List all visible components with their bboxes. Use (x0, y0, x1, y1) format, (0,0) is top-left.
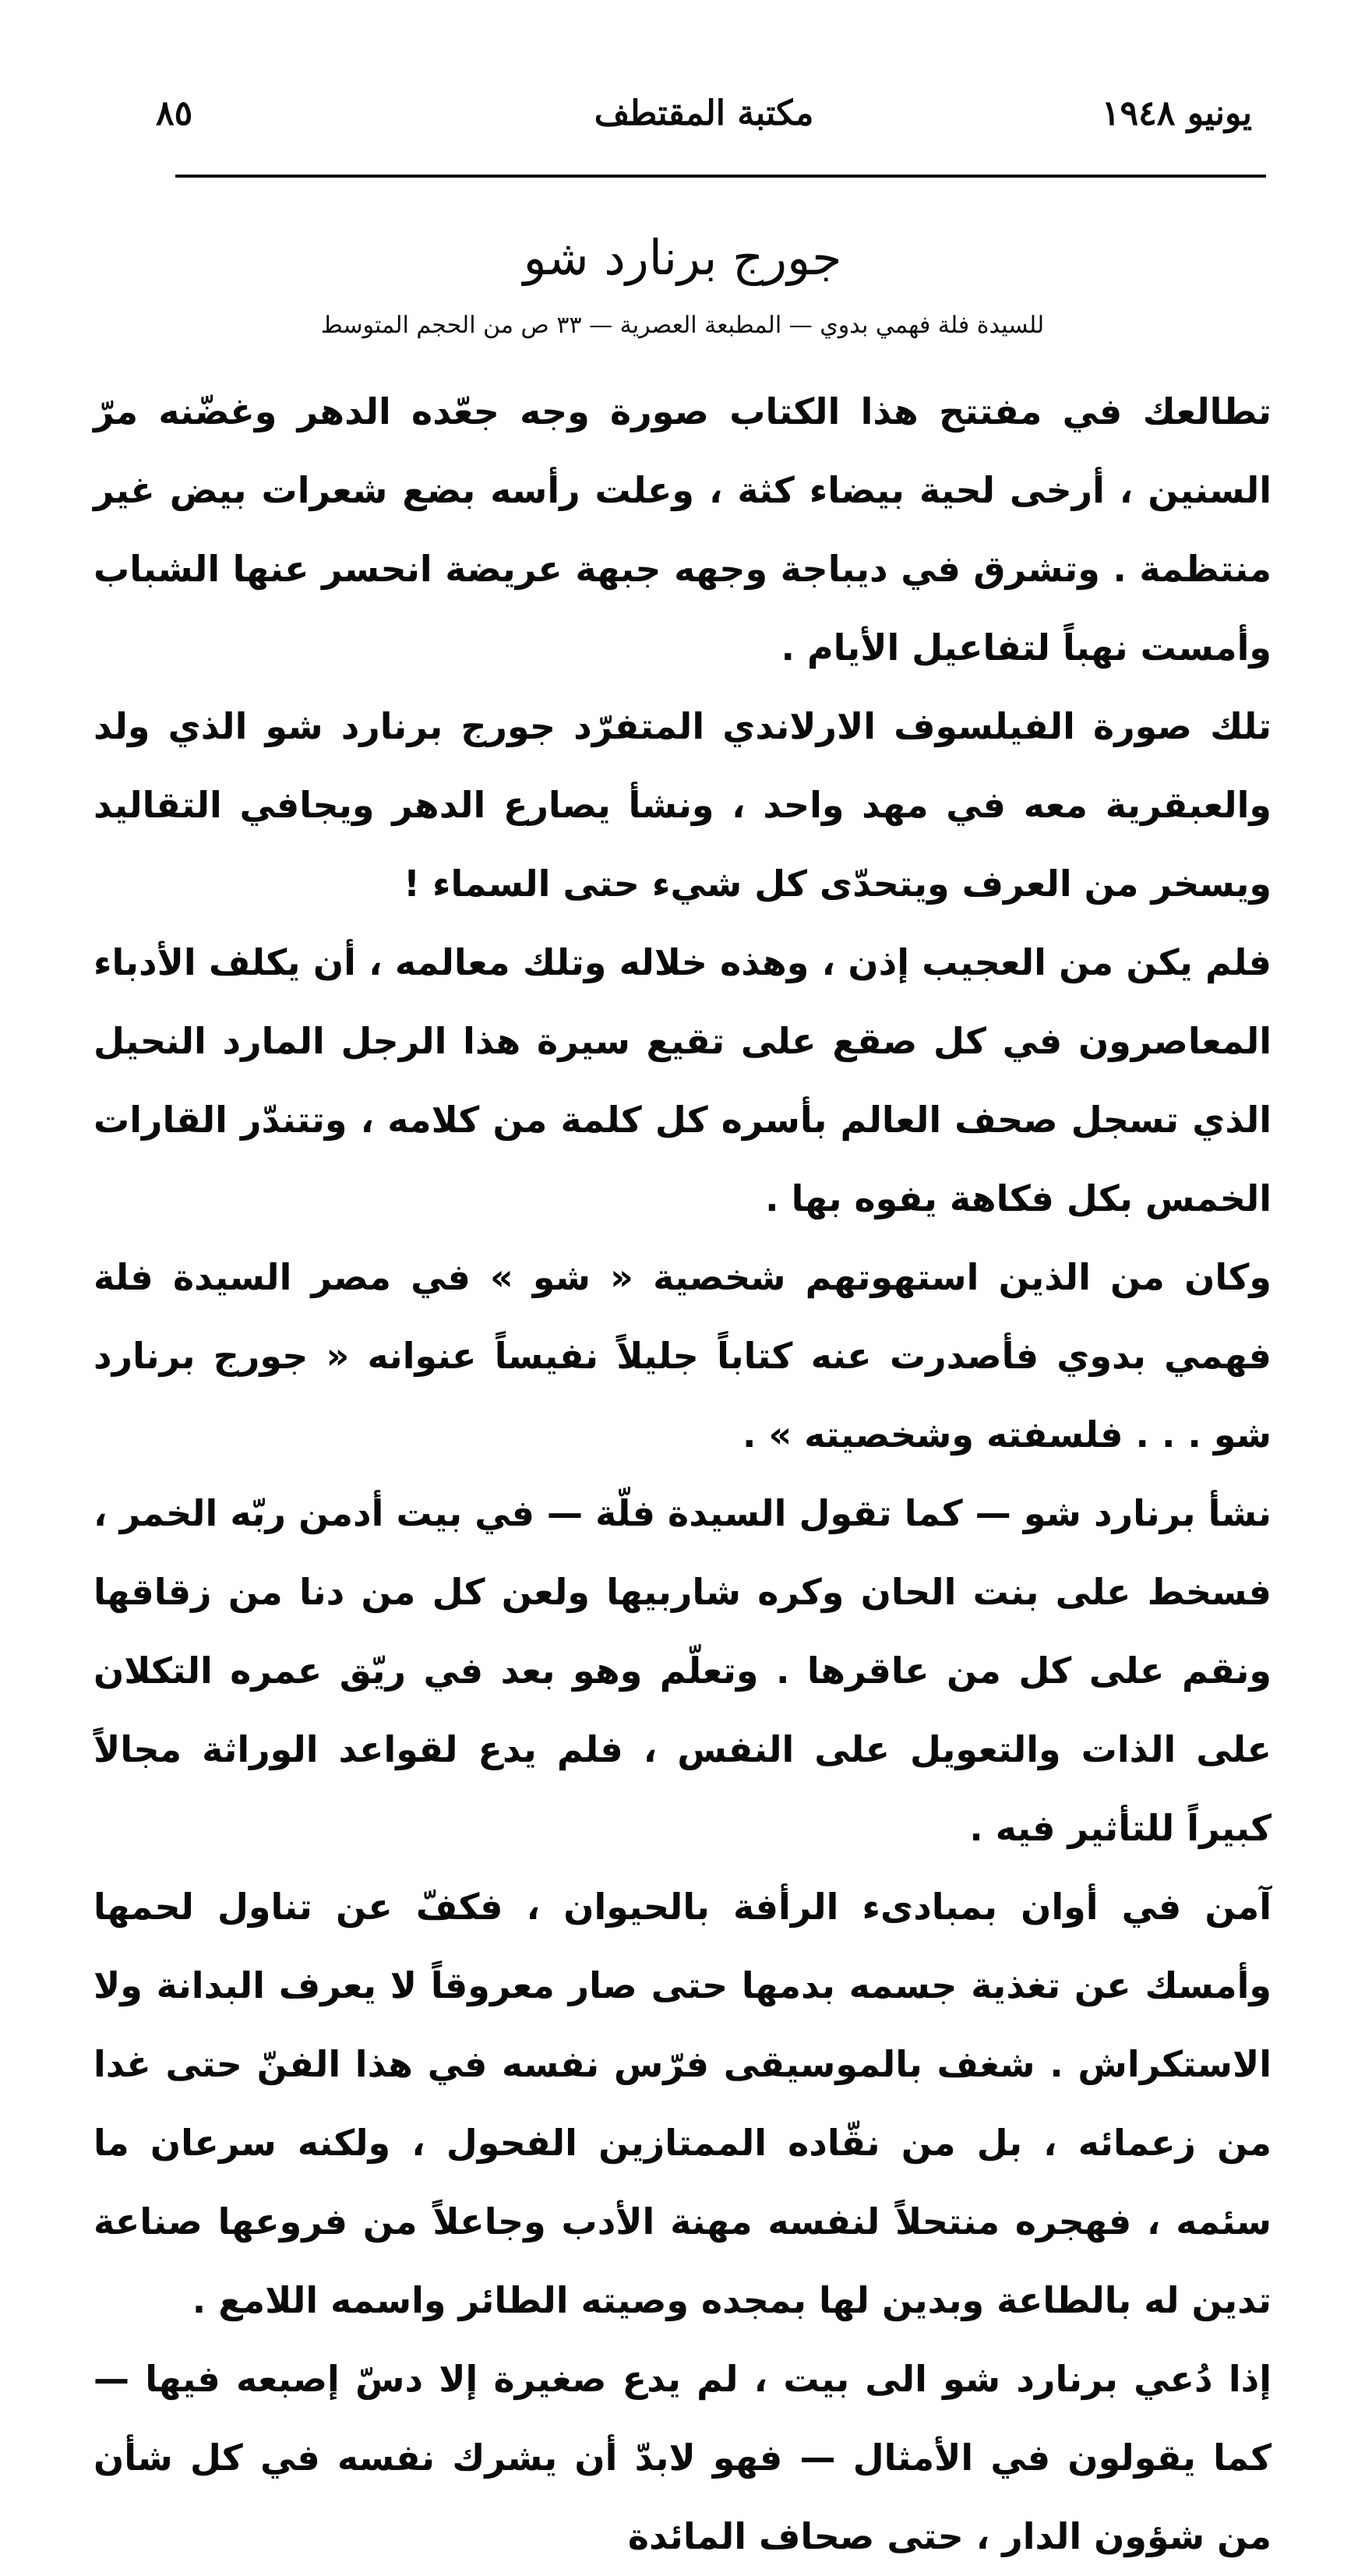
article-title: جورج برنارد شو (523, 229, 842, 286)
paragraph-4: وكان من الذين استهوتهم شخصية « شو » في مصر السيدة فلة فهمي بدوي فأصدرت عنه كتاباً جليلاً نفيساً عنوانه « جورج برنارد شو . . . فلسفته وشخصيته » . (93, 1256, 1272, 1456)
paragraph-1: تطالعك في مفتتح هذا الكتاب صورة وجه جعّده الدهر وغضّنه مرّ السنين ، أرخى لحية بيضاء كثة ، وعلت رأسه بضع شعرات بيض غير منتظمة . وتشرق في ديباجة وجهه جبهة عريضة انحسر عنها الشباب وأمست نهباً لتفاعيل الأيام . (93, 390, 1272, 669)
header-rule (175, 175, 1266, 178)
paragraph-5: نشأ برنارد شو — كما تقول السيدة فلّة — في بيت أدمن ربّه الخمر ، فسخط على بنت الحان وكره شاربيها ولعن كل من دنا من زقاقها ونقم على كل من عاقرها . وتعلّم وهو بعد في ريّق عمره التكلان على الذات والتعويل على النفس ، فلم يدع لقواعد الوراثة مجالاً كبيراً للتأثير فيه . (93, 1492, 1272, 1849)
issue-date: يونيو ١٩٤٨ (1101, 94, 1252, 133)
section-title: مكتبة المقتطف (594, 94, 814, 133)
running-header (156, 94, 1252, 156)
paragraph-6: آمن في أوان بمبادىء الرأفة بالحيوان ، فكفّ عن تناول لحمها وأمسك عن تغذية جسمه بدمها حتى صار معروقاً لا يعرف البدانة ولا الاستكراش . شغف بالموسيقى فرّس نفسه في هذا الفنّ حتى غدا من زعمائه ، بل من نقّاده الممتازين الفحول ، ولكنه سرعان ما سئمه ، فهجره منتحلاً لنفسه مهنة الأدب وجاعلاً من فروعها صناعة تدين له بالطاعة وبدين لها بمجده وصيته الطائر واسمه اللامع . (93, 1886, 1272, 2321)
page-number: ٨٥ (156, 94, 193, 133)
article-body (93, 372, 1272, 2576)
paragraph-7: إذا دُعي برنارد شو الى بيت ، لم يدع صغيرة إلا دسّ إصبعه فيها — كما يقولون في الأمثال — فهو لابدّ أن يشرك نفسه في كل شأن من شؤون الدار ، حتى صحاف المائدة (93, 2358, 1272, 2557)
paragraph-2: تلك صورة الفيلسوف الارلاندي المتفرّد جورج برنارد شو الذي ولد والعبقرية معه في مهد واحد ، ونشأ يصارع الدهر ويجافي التقاليد ويسخر من العرف ويتحدّى كل شيء حتى السماء ! (93, 705, 1272, 905)
paragraph-3: فلم يكن من العجيب إذن ، وهذه خلاله وتلك معالمه ، أن يكلف الأدباء المعاصرون في كل صقع على تقيع سيرة هذا الرجل المارد النحيل الذي تسجل صحف العالم بأسره كل كلمة من كلامه ، وتتندّر القارات الخمس بكل فكاهة يفوه بها . (93, 941, 1272, 1219)
article-byline: للسيدة فلة فهمي بدوي — المطبعة العصرية — ٣٣ ص من الحجم المتوسط (320, 312, 1045, 339)
